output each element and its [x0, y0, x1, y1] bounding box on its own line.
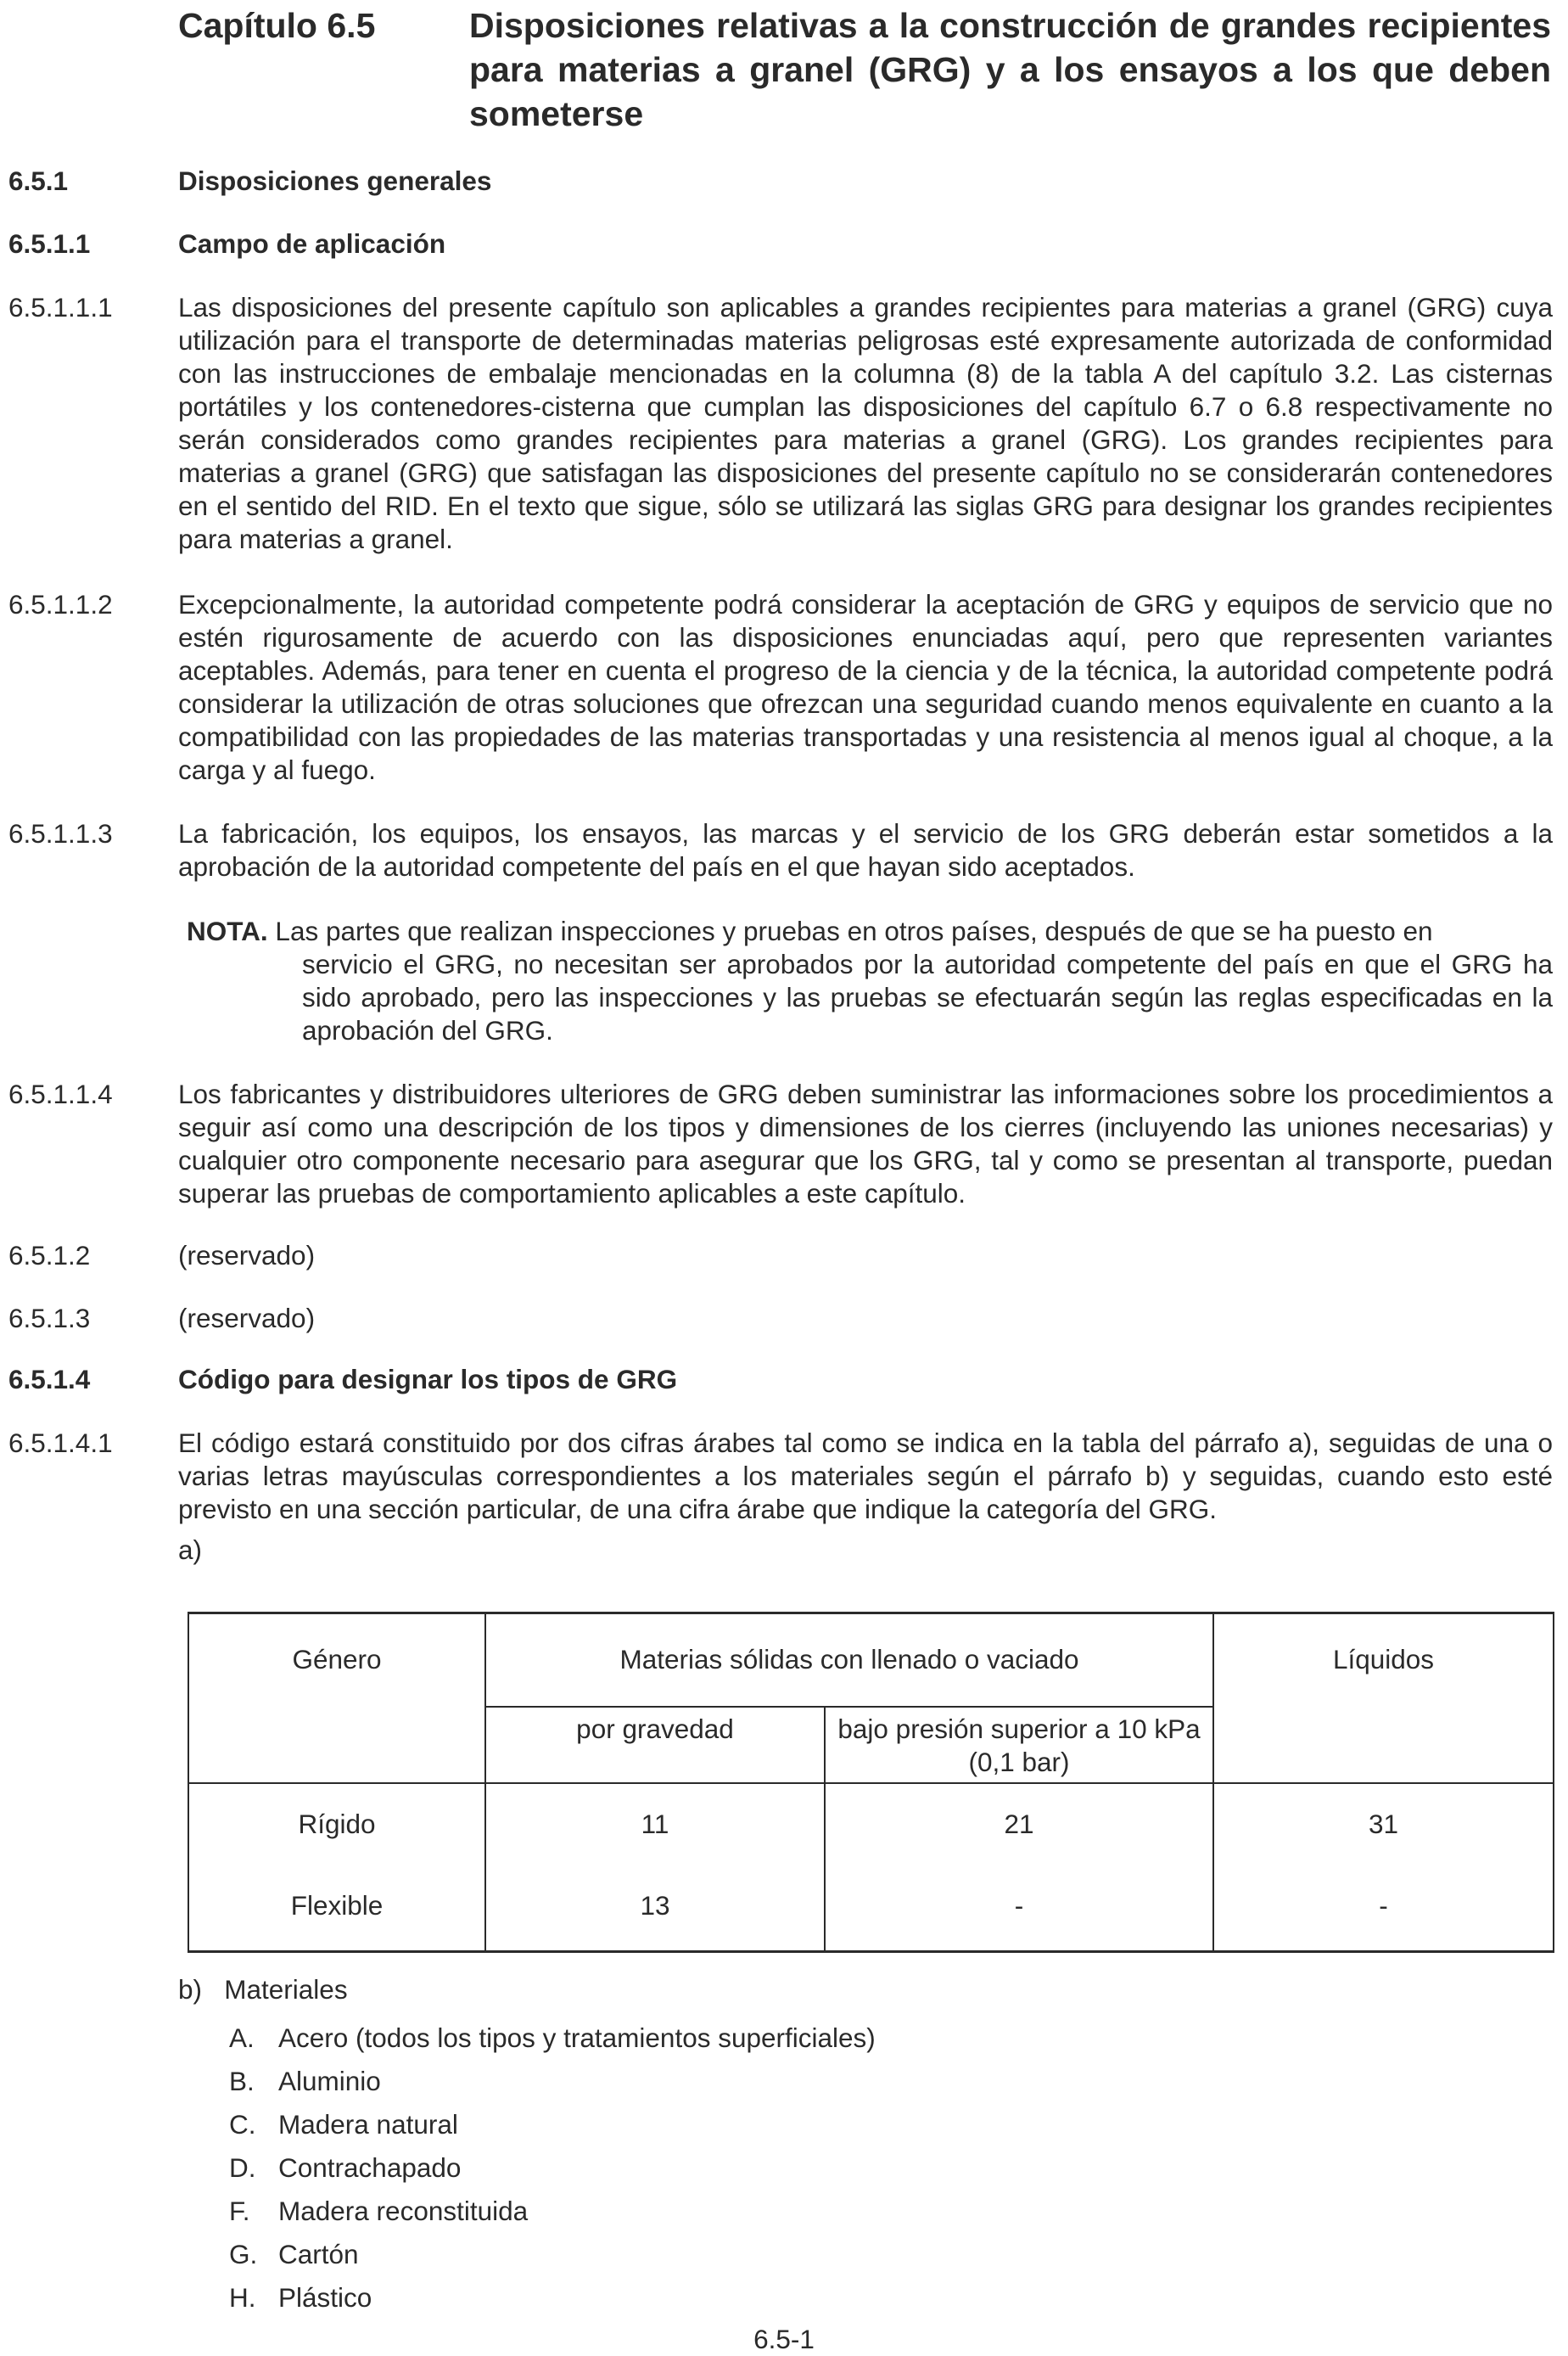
header-solidas: Materias sólidas con llenado o vaciado — [485, 1613, 1213, 1708]
header-genero: Género — [188, 1613, 485, 1708]
section-number: 6.5.1 — [8, 165, 69, 196]
note-text: servicio el GRG, no necesitan ser aprobados por la autoridad competente del país en que el GRG ha sido aprobado, pero las inspecciones y las pruebas se efectuarán según las reglas especificadas en la aprobación del GRG. — [302, 949, 1553, 1046]
list-item — [229, 2017, 876, 2060]
section-heading: Disposiciones generales — [178, 165, 492, 196]
table-row — [188, 1783, 1554, 1869]
paragraph-number: 6.5.1.1.3 — [8, 818, 113, 849]
cell-liquidos: 31 — [1213, 1783, 1554, 1869]
paragraph-number: 6.5.1.4.1 — [8, 1428, 113, 1458]
list-item — [229, 2103, 876, 2146]
section-number: 6.5.1.2 — [8, 1240, 91, 1271]
note-block — [187, 915, 1553, 1047]
item-letter: G. — [229, 2239, 258, 2269]
subheader-gravedad: por gravedad — [485, 1707, 825, 1783]
list-item — [229, 2276, 876, 2320]
cell-genero: Flexible — [188, 1869, 485, 1952]
item-letter: A. — [229, 2022, 255, 2053]
materials-heading: b) Materiales — [178, 1974, 348, 2005]
item-text: Aluminio — [278, 2066, 381, 2096]
chapter-number: Capítulo 6.5 — [178, 6, 376, 45]
table-label: a) — [178, 1534, 203, 1565]
paragraph-text: El código estará constituido por dos cifras árabes tal como se indica en la tabla del párrafo a), seguidas de una o varias letras mayúsculas correspondientes a los materiales según el párrafo b) y seguidas, cuando esto esté previsto en una sección particular, de una cifra árabe que indique la categoría del GRG. — [178, 1428, 1553, 1524]
section-text: (reservado) — [178, 1303, 316, 1333]
paragraph-number: 6.5.1.1.4 — [8, 1079, 113, 1109]
note-first-line: Las partes que realizan inspecciones y pruebas en otros países, después de que se ha puesto en — [275, 916, 1433, 946]
section-number: 6.5.1.3 — [8, 1303, 91, 1333]
chapter-title: Disposiciones relativas a la construcción de grandes recipientes para materias a granel (GRG) y a los ensayos a los que deben someterse — [469, 6, 1551, 133]
item-text: Madera natural — [278, 2109, 458, 2140]
cell-presion: - — [825, 1869, 1213, 1952]
item-letter: F. — [229, 2196, 250, 2226]
item-text: Contrachapado — [278, 2152, 462, 2183]
table-row — [188, 1869, 1554, 1952]
paragraph-number: 6.5.1.1.1 — [8, 292, 113, 323]
materials-list — [229, 2017, 876, 2320]
cell-presion: 21 — [825, 1783, 1213, 1869]
item-text: Acero (todos los tipos y tratamientos superficiales) — [278, 2022, 876, 2053]
section-number: 6.5.1.4 — [8, 1364, 91, 1394]
paragraph-text: Los fabricantes y distribuidores ulteriores de GRG deben suministrar las informaciones sobre los procedimientos a seguir así como una descripción de los tipos y dimensiones de los cierres (incluyendo las uniones necesarias) y cualquier otro componente necesario para asegurar que los GRG, tal y como se presentan al transporte, puedan superar las pruebas de comportamiento aplicables a este capítulo. — [178, 1079, 1553, 1209]
paragraph-text: La fabricación, los equipos, los ensayos, las marcas y el servicio de los GRG deberán estar sometidos a la aprobación de la autoridad competente del país en el que hayan sido aceptados. — [178, 818, 1553, 882]
section-heading: Campo de aplicación — [178, 228, 446, 259]
list-item — [229, 2233, 876, 2276]
list-item — [229, 2190, 876, 2233]
item-letter: C. — [229, 2109, 256, 2140]
item-letter: H. — [229, 2282, 256, 2313]
item-text: Plástico — [278, 2282, 372, 2313]
page-number: 6.5-1 — [753, 2324, 815, 2354]
item-text: Cartón — [278, 2239, 359, 2269]
list-item — [229, 2060, 876, 2103]
subheader-presion: bajo presión superior a 10 kPa (0,1 bar) — [825, 1707, 1213, 1783]
item-letter: D. — [229, 2152, 256, 2183]
header-liquidos: Líquidos — [1213, 1613, 1554, 1784]
paragraph-number: 6.5.1.1.2 — [8, 589, 113, 620]
cell-gravedad: 13 — [485, 1869, 825, 1952]
header-empty-cell — [188, 1707, 485, 1783]
grg-code-table — [188, 1612, 1554, 1953]
note-label: NOTA. — [187, 916, 268, 946]
item-text: Madera reconstituida — [278, 2196, 529, 2226]
list-item — [229, 2146, 876, 2190]
paragraph-text: Excepcionalmente, la autoridad competente podrá considerar la aceptación de GRG y equipos de servicio que no estén rigurosamente de acuerdo con las disposiciones enunciadas aquí, pero que representen variantes aceptables. Además, para tener en cuenta el progreso de la ciencia y de la técnica, la autoridad competente podrá considerar la utilización de otras soluciones que ofrezcan una seguridad cuando menos equivalente en cuanto a la compatibilidad con las propiedades de las materias transportadas y una resistencia al menos igual al choque, a la carga y al fuego. — [178, 589, 1553, 785]
cell-liquidos: - — [1213, 1869, 1554, 1952]
section-number: 6.5.1.1 — [8, 228, 91, 259]
section-text: (reservado) — [178, 1240, 316, 1271]
section-heading: Código para designar los tipos de GRG — [178, 1364, 678, 1394]
item-letter: B. — [229, 2066, 255, 2096]
cell-genero: Rígido — [188, 1783, 485, 1869]
paragraph-text: Las disposiciones del presente capítulo son aplicables a grandes recipientes para materias a granel (GRG) cuya utilización para el transporte de determinadas materias peligrosas esté expresamente autorizada de conformidad con las instrucciones de embalaje mencionadas en la columna (8) de la tabla A del capítulo 3.2. Las cisternas portátiles y los contenedores-cisterna que cumplan las disposiciones del capítulo 6.7 o 6.8 respectivamente no serán considerados como grandes recipientes para materias a granel (GRG). Los grandes recipientes para materias a granel (GRG) que satisfagan las disposiciones del presente capítulo no se considerarán contenedores en el sentido del RID. En el texto que sigue, sólo se utilizará las siglas GRG para designar los grandes recipientes para materias a granel. — [178, 292, 1553, 554]
cell-gravedad: 11 — [485, 1783, 825, 1869]
